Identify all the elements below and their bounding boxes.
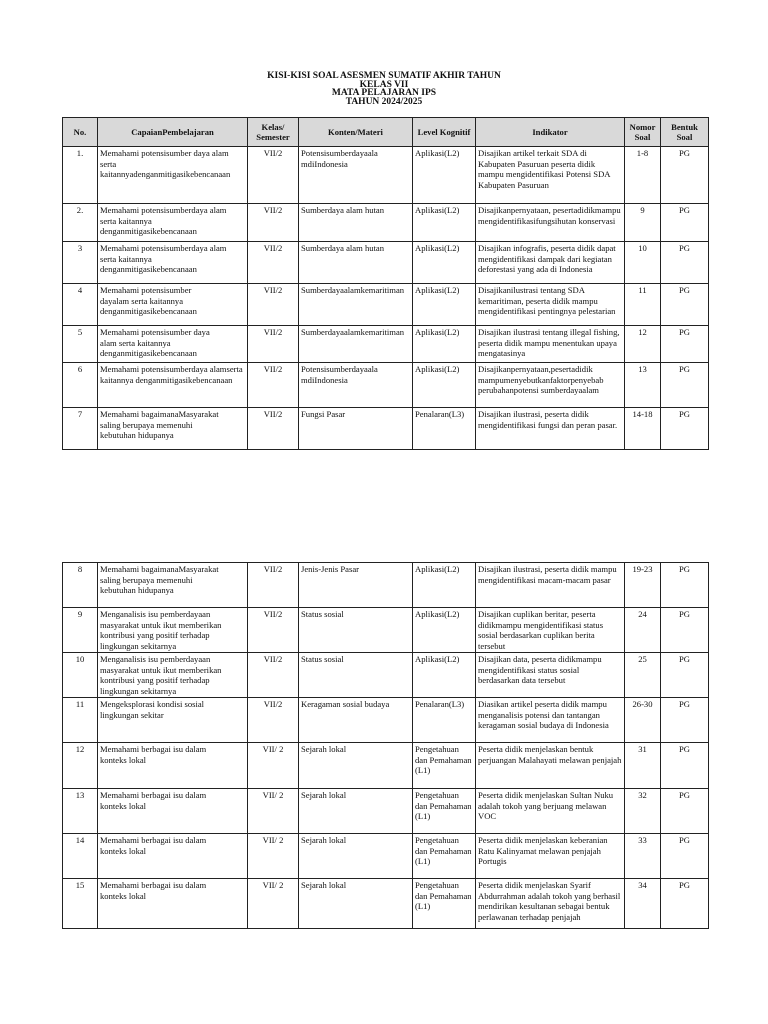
kelas-semester-cell: VII/ 2: [248, 743, 299, 789]
indikator-cell: Disajikanilustrasi tentang SDA kemaritiman, peserta didik mampu mengidentifikasi pentingnya pelestarian: [476, 284, 625, 326]
row-number: 15: [63, 879, 98, 929]
konten-materi-cell: Jenis-Jenis Pasar: [299, 563, 413, 608]
row-number: 11: [63, 698, 98, 743]
indikator-cell: Disajikanpernyataan,pesertadidik mampumenyebutkanfaktorpenyebab perubahanpotensi sumberdayaalam: [476, 363, 625, 408]
level-kognitif-cell: Penalaran(L3): [413, 698, 476, 743]
kelas-semester-cell: VII/2: [248, 563, 299, 608]
indikator-cell: Disajikan ilustrasi, peserta didik mengidentifikasi fungsi dan peran pasar.: [476, 408, 625, 450]
nomor-soal-cell: 24: [625, 608, 661, 653]
col-header-nomor: Nomor Soal: [625, 118, 661, 147]
kelas-semester-cell: VII/2: [248, 408, 299, 450]
bentuk-soal-cell: PG: [661, 653, 709, 698]
konten-materi-cell: Keragaman sosial budaya: [299, 698, 413, 743]
konten-materi-cell: Fungsi Pasar: [299, 408, 413, 450]
nomor-soal-cell: 31: [625, 743, 661, 789]
capaian-pembelajaran-cell: Memahami potensisumberdaya alamserta kaitannya denganmitigasikebencanaan: [98, 363, 248, 408]
table-row: [63, 408, 709, 450]
table-row: [63, 608, 709, 653]
table-row: [63, 743, 709, 789]
bentuk-soal-cell: PG: [661, 204, 709, 242]
indikator-cell: Disajikan ilustrasi, peserta didik mampu mengidentifikasi macam-macam pasar: [476, 563, 625, 608]
kelas-semester-cell: VII/2: [248, 653, 299, 698]
table-row: [63, 834, 709, 879]
kelas-semester-cell: VII/2: [248, 284, 299, 326]
nomor-soal-cell: 33: [625, 834, 661, 879]
kelas-semester-cell: VII/ 2: [248, 879, 299, 929]
konten-materi-cell: Sejarah lokal: [299, 834, 413, 879]
row-number: 6: [63, 363, 98, 408]
col-header-capaian: CapaianPembelajaran: [98, 118, 248, 147]
col-header-no: No.: [63, 118, 98, 147]
capaian-pembelajaran-cell: Menganalisis isu pemberdayaan masyarakat untuk ikut memberikan kontribusi yang positif terhadap lingkungan sekitarnya: [98, 608, 248, 653]
row-number: 2.: [63, 204, 98, 242]
nomor-soal-cell: 11: [625, 284, 661, 326]
nomor-soal-cell: 9: [625, 204, 661, 242]
konten-materi-cell: Sejarah lokal: [299, 879, 413, 929]
level-kognitif-cell: Aplikasi(L2): [413, 284, 476, 326]
kelas-semester-cell: VII/2: [248, 326, 299, 363]
kelas-semester-cell: VII/2: [248, 363, 299, 408]
kelas-semester-cell: VII/2: [248, 204, 299, 242]
table-row: [63, 653, 709, 698]
bentuk-soal-cell: PG: [661, 284, 709, 326]
table-row: [63, 242, 709, 284]
nomor-soal-cell: 14-18: [625, 408, 661, 450]
bentuk-soal-cell: PG: [661, 879, 709, 929]
capaian-pembelajaran-cell: Memahami potensisumber dayalam serta kaitannya denganmitigasikebencanaan: [98, 284, 248, 326]
level-kognitif-cell: Aplikasi(L2): [413, 608, 476, 653]
row-number: 12: [63, 743, 98, 789]
indikator-cell: Disajikan ilustrasi tentang illegal fishing, peserta didik mampu menentukan upaya mengatasinya: [476, 326, 625, 363]
capaian-pembelajaran-cell: Memahami berbagai isu dalam konteks lokal: [98, 743, 248, 789]
table-row: [63, 698, 709, 743]
nomor-soal-cell: 25: [625, 653, 661, 698]
title-line-3: MATA PELAJARAN IPS: [331, 88, 437, 98]
konten-materi-cell: Sumberdaya alam hutan: [299, 242, 413, 284]
capaian-pembelajaran-cell: Mengeksplorasi kondisi sosial lingkungan sekitar: [98, 698, 248, 743]
indikator-cell: Peserta didik menjelaskan Sultan Nuku adalah tokoh yang berjuang melawan VOC: [476, 789, 625, 834]
col-header-kelas: Kelas/ Semester: [248, 118, 299, 147]
table-row: [63, 789, 709, 834]
konten-materi-cell: Sumberdayaalamkemaritiman: [299, 284, 413, 326]
level-kognitif-cell: Pengetahuan dan Pemahaman (L1): [413, 834, 476, 879]
nomor-soal-cell: 1-8: [625, 147, 661, 204]
konten-materi-cell: Status sosial: [299, 653, 413, 698]
kelas-semester-cell: VII/2: [248, 242, 299, 284]
indikator-cell: Disajikanpernyataan, pesertadidikmampu mengidentifikasifungsihutan konservasi: [476, 204, 625, 242]
table-header-row: [63, 118, 709, 147]
kelas-semester-cell: VII/ 2: [248, 834, 299, 879]
bentuk-soal-cell: PG: [661, 242, 709, 284]
indikator-cell: Disajikan infografis, peserta didik dapat mengidentifikasi dampak dari kegiatan deforestasi yang ada di Indonesia: [476, 242, 625, 284]
konten-materi-cell: Sejarah lokal: [299, 743, 413, 789]
bentuk-soal-cell: PG: [661, 326, 709, 363]
capaian-pembelajaran-cell: Memahami berbagai isu dalam konteks lokal: [98, 879, 248, 929]
table-row: [63, 147, 709, 204]
level-kognitif-cell: Pengetahuan dan Pemahaman (L1): [413, 743, 476, 789]
bentuk-soal-cell: PG: [661, 743, 709, 789]
capaian-pembelajaran-cell: Memahami berbagai isu dalam konteks lokal: [98, 789, 248, 834]
nomor-soal-cell: 10: [625, 242, 661, 284]
level-kognitif-cell: Aplikasi(L2): [413, 242, 476, 284]
nomor-soal-cell: 34: [625, 879, 661, 929]
nomor-soal-cell: 12: [625, 326, 661, 363]
row-number: 14: [63, 834, 98, 879]
level-kognitif-cell: Aplikasi(L2): [413, 326, 476, 363]
col-header-konten: Konten/Materi: [299, 118, 413, 147]
capaian-pembelajaran-cell: Memahami potensisumber daya alam serta kaitannyadenganmitigasikebencanaan: [98, 147, 248, 204]
table-row: [63, 326, 709, 363]
kisi-kisi-table-page-1: [62, 117, 709, 450]
row-number: 3: [63, 242, 98, 284]
nomor-soal-cell: 32: [625, 789, 661, 834]
table-body-page-1: [63, 147, 709, 450]
level-kognitif-cell: Aplikasi(L2): [413, 204, 476, 242]
level-kognitif-cell: Aplikasi(L2): [413, 653, 476, 698]
kelas-semester-cell: VII/2: [248, 147, 299, 204]
capaian-pembelajaran-cell: Memahami potensisumber daya alam serta kaitannya denganmitigasikebencanaan: [98, 326, 248, 363]
title-line-1: KISI-KISI SOAL ASESMEN SUMATIF AKHIR TAHUN: [267, 71, 501, 81]
row-number: 5: [63, 326, 98, 363]
kelas-semester-cell: VII/2: [248, 698, 299, 743]
level-kognitif-cell: Penalaran(L3): [413, 408, 476, 450]
title-line-4: TAHUN 2024/2025: [345, 96, 423, 107]
bentuk-soal-cell: PG: [661, 147, 709, 204]
capaian-pembelajaran-cell: Memahami berbagai isu dalam konteks lokal: [98, 834, 248, 879]
table-row: [63, 204, 709, 242]
row-number: 1.: [63, 147, 98, 204]
col-header-indikator: Indikator: [476, 118, 625, 147]
bentuk-soal-cell: PG: [661, 563, 709, 608]
bentuk-soal-cell: PG: [661, 608, 709, 653]
konten-materi-cell: Status sosial: [299, 608, 413, 653]
capaian-pembelajaran-cell: Memahami potensisumberdaya alam serta kaitannya denganmitigasikebencanaan: [98, 242, 248, 284]
indikator-cell: Peserta didik menjelaskan keberanian Ratu Kalinyamat melawan penjajah Portugis: [476, 834, 625, 879]
row-number: 8: [63, 563, 98, 608]
level-kognitif-cell: Aplikasi(L2): [413, 363, 476, 408]
table-row: [63, 563, 709, 608]
konten-materi-cell: Sejarah lokal: [299, 789, 413, 834]
konten-materi-cell: Sumberdayaalamkemaritiman: [299, 326, 413, 363]
row-number: 7: [63, 408, 98, 450]
level-kognitif-cell: Pengetahuan dan Pemahaman (L1): [413, 789, 476, 834]
konten-materi-cell: Sumberdaya alam hutan: [299, 204, 413, 242]
nomor-soal-cell: 13: [625, 363, 661, 408]
bentuk-soal-cell: PG: [661, 789, 709, 834]
bentuk-soal-cell: PG: [661, 834, 709, 879]
table-body-page-2: [63, 563, 709, 929]
kelas-semester-cell: VII/2: [248, 608, 299, 653]
row-number: 4: [63, 284, 98, 326]
bentuk-soal-cell: PG: [661, 698, 709, 743]
kelas-semester-cell: VII/ 2: [248, 789, 299, 834]
title-line-2: KELAS VII: [359, 79, 409, 90]
nomor-soal-cell: 19-23: [625, 563, 661, 608]
table-row: [63, 879, 709, 929]
konten-materi-cell: Potensisumberdayaala mdiIndonesia: [299, 147, 413, 204]
indikator-cell: Peserta didik menjelaskan bentuk perjuangan Malahayati melawan penjajah: [476, 743, 625, 789]
level-kognitif-cell: Aplikasi(L2): [413, 563, 476, 608]
document-title: [0, 72, 768, 106]
indikator-cell: Disajikan cuplikan beritar, peserta didikmampu mengidentifikasi status sosial berdasarkan cuplikan berita tersebut: [476, 608, 625, 653]
col-header-bentuk: Bentuk Soal: [661, 118, 709, 147]
row-number: 10: [63, 653, 98, 698]
level-kognitif-cell: Aplikasi(L2): [413, 147, 476, 204]
bentuk-soal-cell: PG: [661, 363, 709, 408]
indikator-cell: Peserta didik menjelaskan Syarif Abdurrahman adalah tokoh yang berhasil mendirikan kesultanan sebagai bentuk perlawanan terhadap penjajah: [476, 879, 625, 929]
capaian-pembelajaran-cell: Memahami bagaimanaMasyarakat saling berupaya memenuhi kebutuhan hidupanya: [98, 408, 248, 450]
indikator-cell: Disajikan artikel terkait SDA di Kabupaten Pasuruan peserta didik mampu mengidentifikasi Potensi SDA Kabupaten Pasuruan: [476, 147, 625, 204]
kisi-kisi-table-page-2: [62, 562, 709, 929]
capaian-pembelajaran-cell: Memahami bagaimanaMasyarakat saling berupaya memenuhi kebutuhan hidupanya: [98, 563, 248, 608]
row-number: 13: [63, 789, 98, 834]
table-row: [63, 363, 709, 408]
capaian-pembelajaran-cell: Menganalisis isu pemberdayaan masyarakat untuk ikut memberikan kontribusi yang positif terhadap lingkungan sekitarnya: [98, 653, 248, 698]
level-kognitif-cell: Pengetahuan dan Pemahaman (L1): [413, 879, 476, 929]
bentuk-soal-cell: PG: [661, 408, 709, 450]
indikator-cell: Disajikan data, peserta didikmampu mengidentifikasi status sosial berdasarkan data tersebut: [476, 653, 625, 698]
row-number: 9: [63, 608, 98, 653]
table-row: [63, 284, 709, 326]
konten-materi-cell: Potensisumberdayaala mdiIndonesia: [299, 363, 413, 408]
col-header-level: Level Kognitif: [413, 118, 476, 147]
capaian-pembelajaran-cell: Memahami potensisumberdaya alam serta kaitannya denganmitigasikebencanaan: [98, 204, 248, 242]
indikator-cell: Diasikan artikel peserta didik mampu menganalisis potensi dan tantangan keragaman sosial budaya di Indonesia: [476, 698, 625, 743]
nomor-soal-cell: 26-30: [625, 698, 661, 743]
